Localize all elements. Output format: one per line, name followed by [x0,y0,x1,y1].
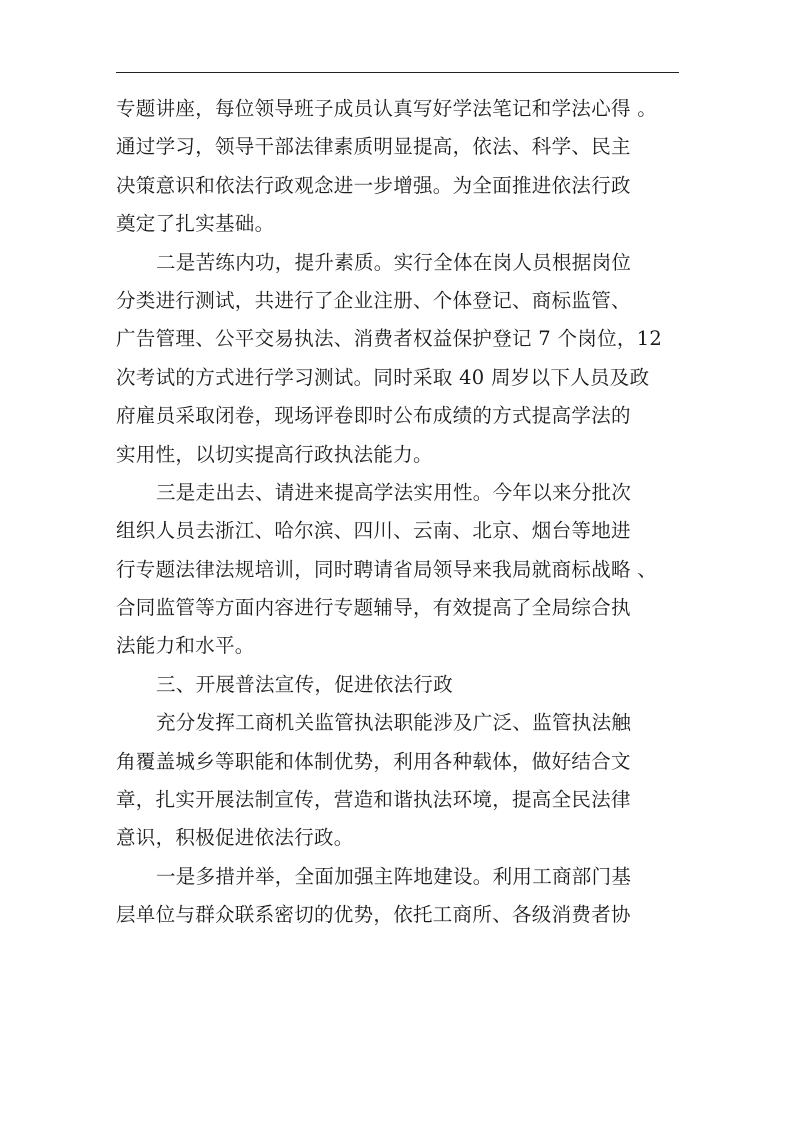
text-line: 分类进行测试，共进行了企业注册、个体登记、商标监管、 [116,288,631,312]
paragraph-start-line: 三是走出去、请进来提高学法实用性。今年以来分批次 [156,480,632,504]
text-line: 章，扎实开展法制宣传，营造和谐执法环境，提高全民法律 [116,788,631,812]
text-line: 决策意识和依法行政观念进一步增强。为全面推进依法行政 [116,173,631,197]
text-line: 奠定了扎实基础。 [116,212,275,236]
text-line: 法能力和水平。 [116,634,255,658]
text-line: 广告管理、公平交易执法、消费者权益保护登记 7 个岗位，12 [116,327,663,351]
section-heading: 三、开展普法宣传，促进依法行政 [156,672,454,696]
text-line: 意识，积极促进依法行政。 [116,826,354,850]
paragraph-start-line: 一是多措并举，全面加强主阵地建设。利用工商部门基 [156,864,632,888]
text-line: 角覆盖城乡等职能和体制优势，利用各种载体，做好结合文 [116,749,631,773]
paragraph-start-line: 充分发挥工商机关监管执法职能涉及广泛、监管执法触 [156,711,632,735]
text-line: 组织人员去浙江、哈尔滨、四川、云南、北京、烟台等地进 [116,519,631,543]
header-rule [116,72,679,73]
text-line: 合同监管等方面内容进行专题辅导，有效提高了全局综合执 [116,596,631,620]
text-line: 府雇员采取闭卷，现场评卷即时公布成绩的方式提高学法的 [116,404,631,428]
document-body [116,90,682,935]
text-line: 行专题法律法规培训，同时聘请省局领导来我局就商标战略 、 [116,557,658,581]
text-line: 次考试的方式进行学习测试。同时采取 40 周岁以下人员及政 [116,365,650,389]
text-line: 专题讲座，每位领导班子成员认真写好学法笔记和学法心得 。 [116,97,658,120]
text-line: 实用性，以切实提高行政执法能力。 [116,442,433,466]
paragraph-start-line: 二是苦练内功，提升素质。实行全体在岗人员根据岗位 [156,250,632,274]
text-line: 通过学习，领导干部法律素质明显提高，依法、科学、民主 [116,135,631,159]
text-line: 层单位与群众联系密切的优势，依托工商所、各级消费者协 [116,903,631,927]
